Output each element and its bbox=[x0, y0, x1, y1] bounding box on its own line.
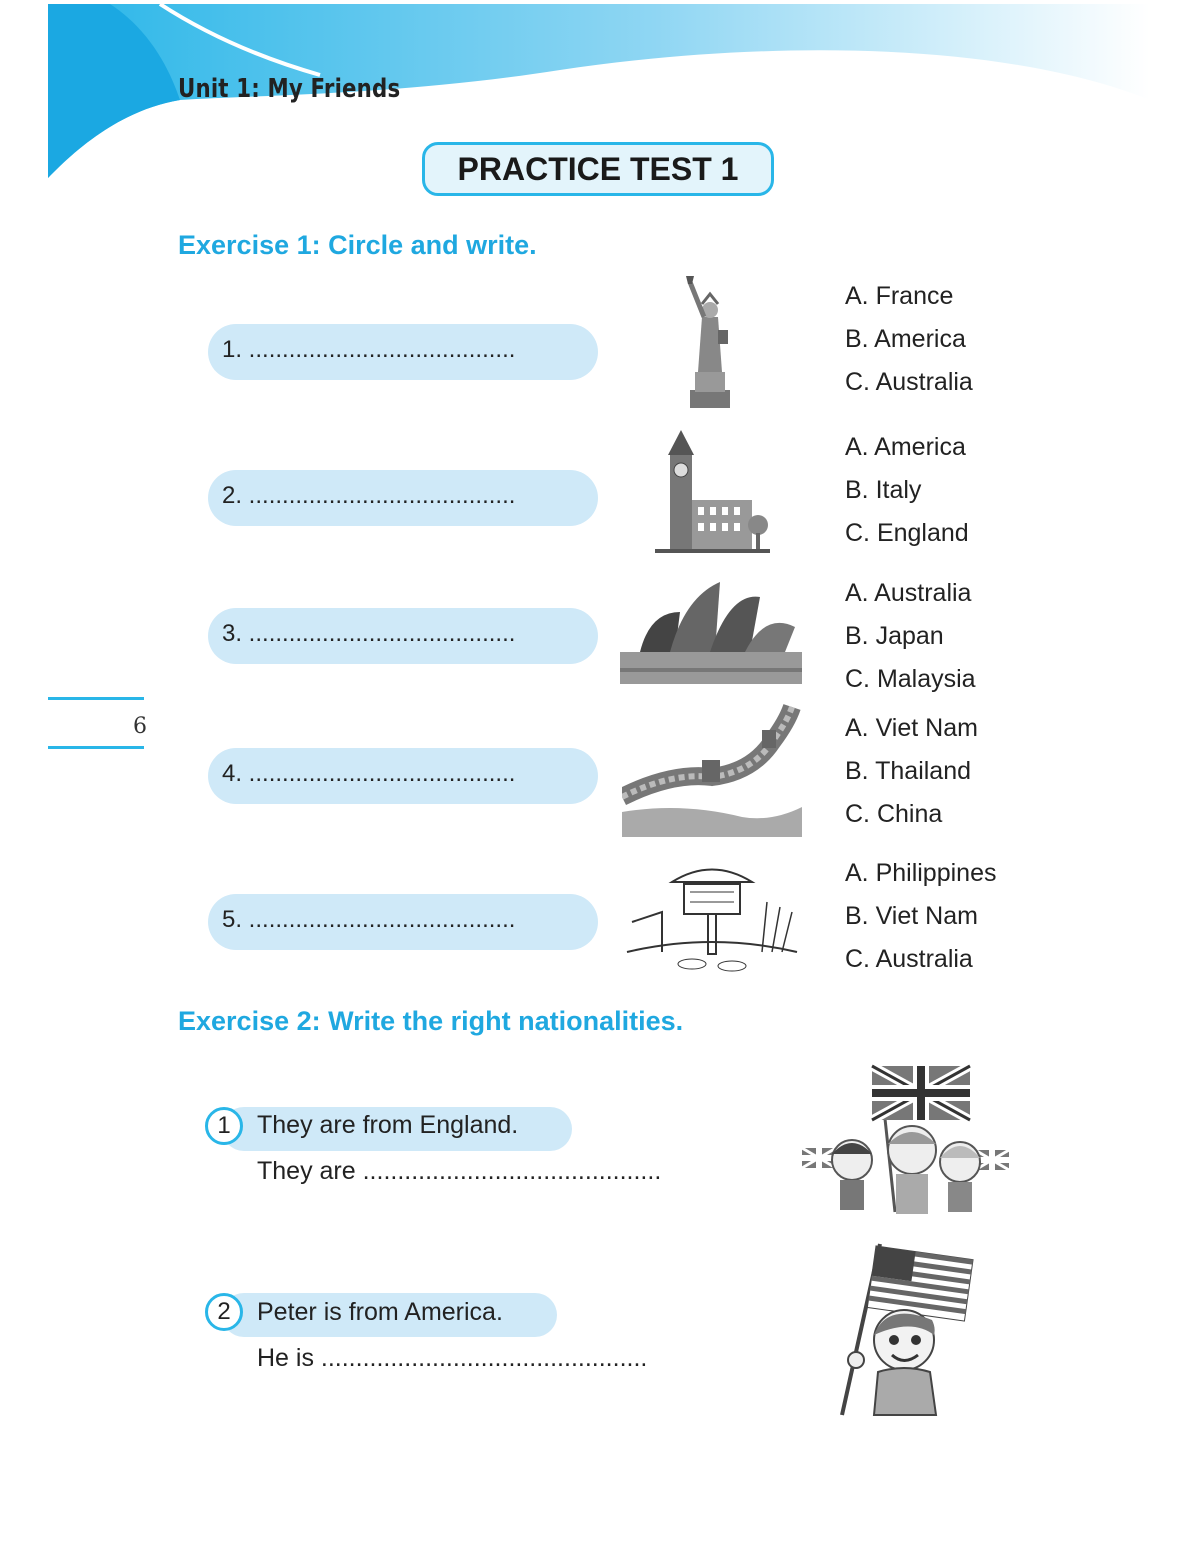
ex1-q4-option-c[interactable]: C. China bbox=[845, 800, 943, 828]
boy-with-us-flag-picture bbox=[832, 1240, 982, 1420]
answer-blank-2[interactable]: 2. ........................................ bbox=[208, 470, 598, 526]
page-number-top-line bbox=[48, 697, 144, 700]
page-number-bottom-line bbox=[48, 746, 144, 749]
ex1-q5-option-c[interactable]: C. Australia bbox=[845, 945, 973, 973]
ex2-q1-answer-line[interactable]: They are ........................................... bbox=[257, 1157, 662, 1185]
ex1-q3-option-a[interactable]: A. Australia bbox=[845, 579, 972, 607]
unit-title: Unit 1: My Friends bbox=[178, 74, 401, 104]
ex2-q1-prompt: They are from England. bbox=[257, 1111, 519, 1139]
ex1-q3-option-c[interactable]: C. Malaysia bbox=[845, 665, 976, 693]
ex2-q2-prompt: Peter is from America. bbox=[257, 1298, 503, 1326]
ex1-q4-option-a[interactable]: A. Viet Nam bbox=[845, 714, 978, 742]
page-number: 6 bbox=[133, 714, 147, 739]
exercise2-title: Exercise 2: Write the right nationalities. bbox=[178, 1006, 684, 1036]
exercise1-title: Exercise 1: Circle and write. bbox=[178, 230, 537, 260]
ex1-q5-option-a[interactable]: A. Philippines bbox=[845, 859, 997, 887]
practice-test-title: PRACTICE TEST 1 bbox=[422, 142, 774, 196]
ex1-q5-option-b[interactable]: B. Viet Nam bbox=[845, 902, 978, 930]
ex2-q2-answer-line[interactable]: He is ............................................... bbox=[257, 1344, 648, 1372]
answer-blank-1[interactable]: 1. ........................................ bbox=[208, 324, 598, 380]
answer-blank-3[interactable]: 3. ........................................ bbox=[208, 608, 598, 664]
big-ben-picture bbox=[650, 425, 780, 555]
ex1-q1-option-b[interactable]: B. America bbox=[845, 325, 966, 353]
ex1-q3-option-b[interactable]: B. Japan bbox=[845, 622, 944, 650]
answer-blank-4[interactable]: 4. ........................................ bbox=[208, 748, 598, 804]
ex1-q2-option-c[interactable]: C. England bbox=[845, 519, 969, 547]
ex1-q2-option-a[interactable]: A. America bbox=[845, 433, 966, 461]
ex1-q1-option-c[interactable]: C. Australia bbox=[845, 368, 973, 396]
one-pillar-pagoda-picture bbox=[622, 852, 802, 977]
ex1-q2-option-b[interactable]: B. Italy bbox=[845, 476, 922, 504]
ex1-q4-option-b[interactable]: B. Thailand bbox=[845, 757, 972, 785]
great-wall-picture bbox=[622, 702, 802, 837]
ex2-q1-number: 1 bbox=[205, 1107, 243, 1145]
statue-of-liberty-picture bbox=[660, 272, 760, 412]
answer-blank-5[interactable]: 5. ........................................ bbox=[208, 894, 598, 950]
children-with-uk-flags-picture bbox=[800, 1062, 1015, 1222]
ex1-q1-option-a[interactable]: A. France bbox=[845, 282, 954, 310]
sydney-opera-house-picture bbox=[620, 572, 805, 687]
ex2-q2-number: 2 bbox=[205, 1293, 243, 1331]
